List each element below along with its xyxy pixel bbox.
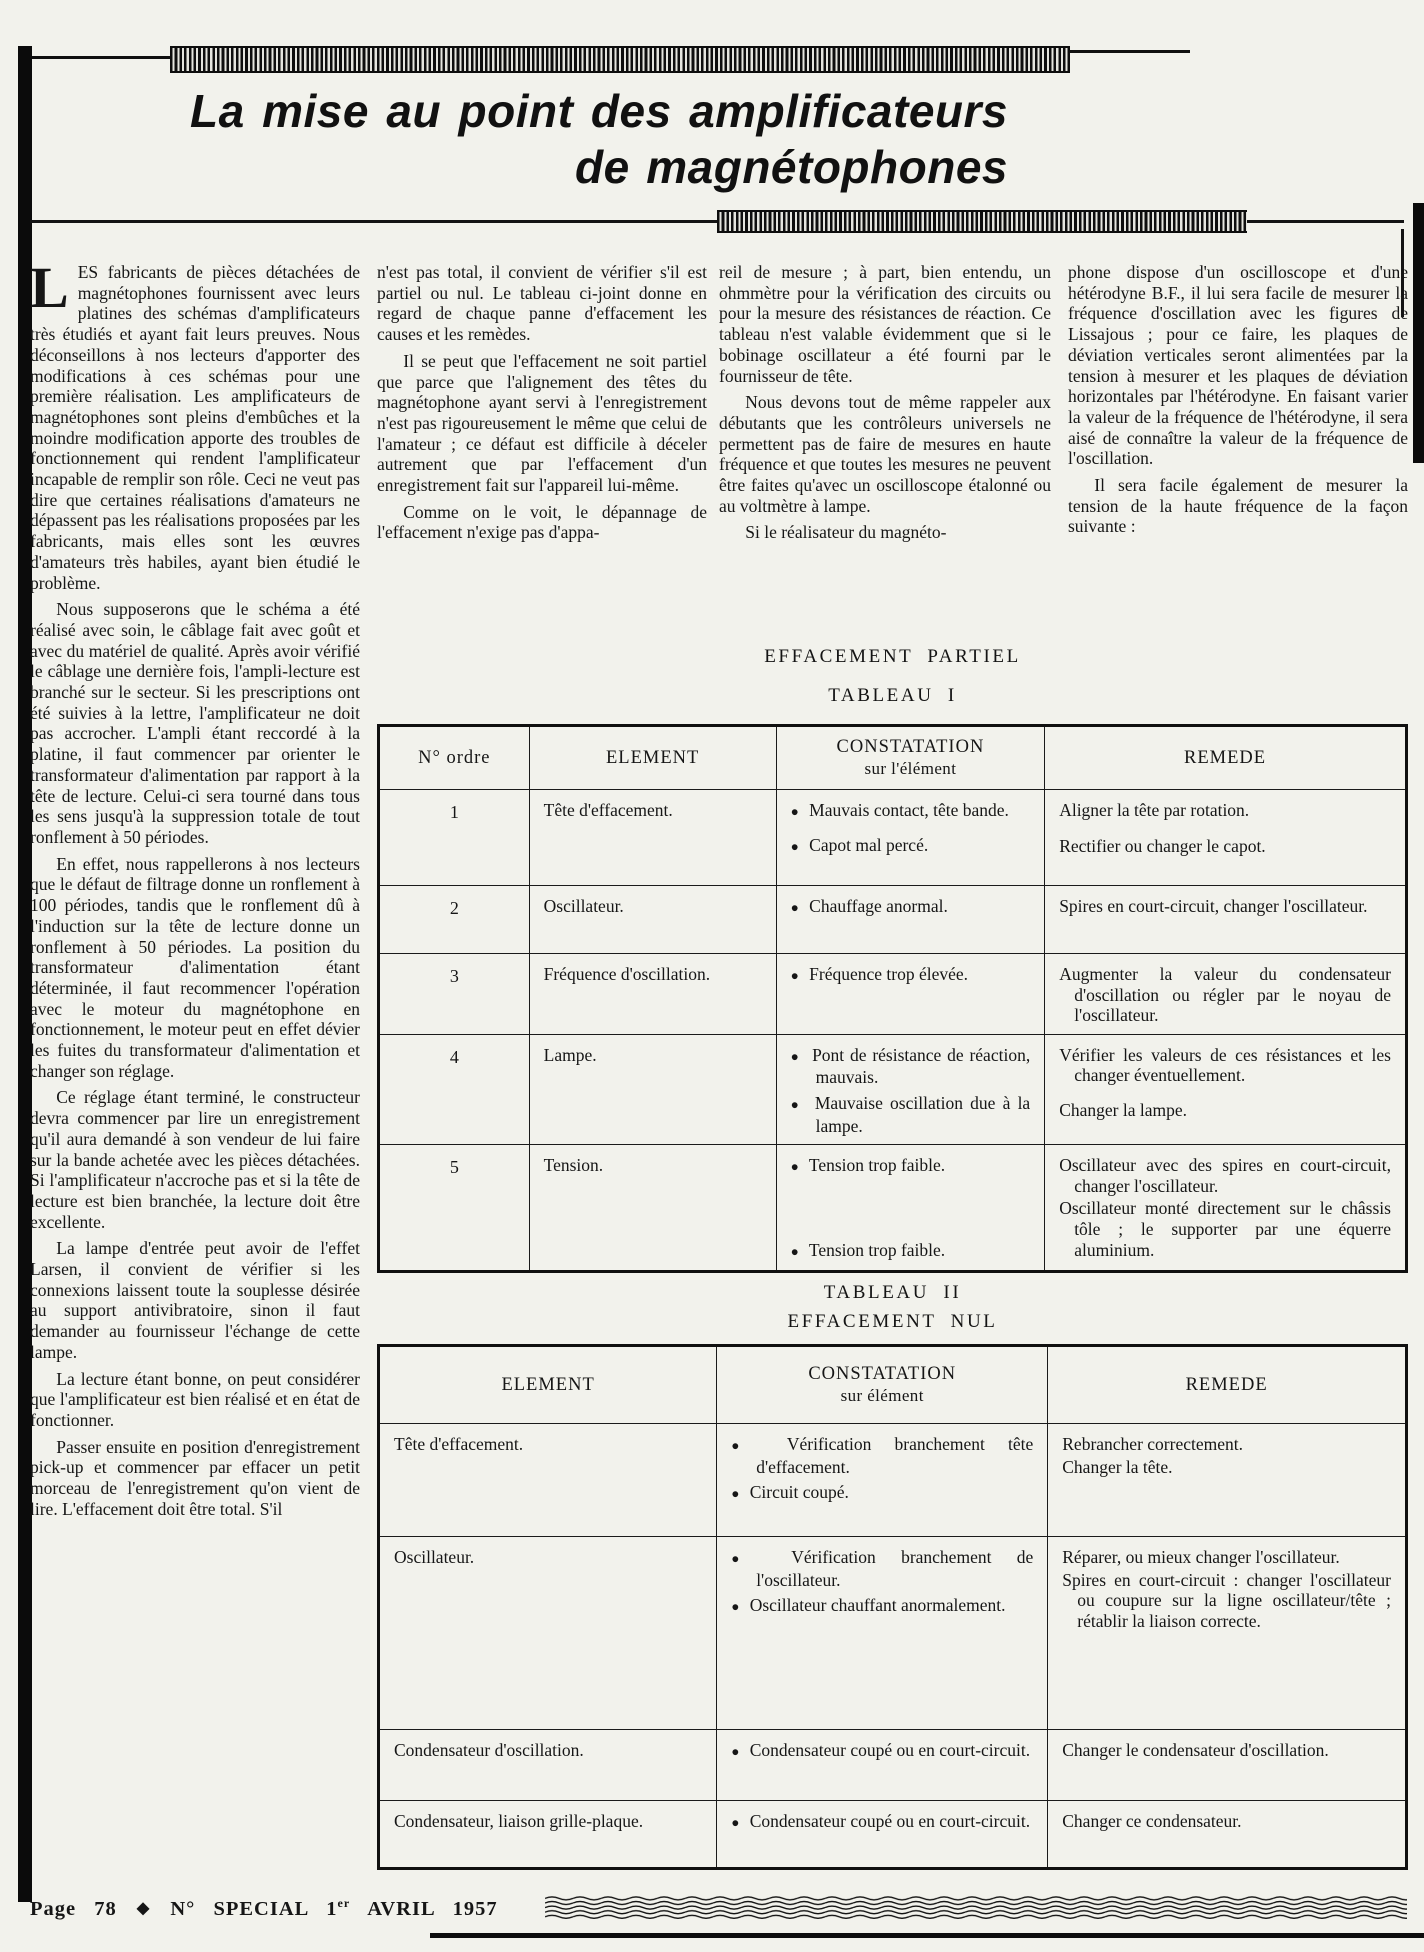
scan-edge-mark [1413,203,1424,463]
bottom-rule [430,1933,1424,1938]
constatation-item: ● Condensateur coupé ou en court-circuit. [731,1740,1031,1760]
remede-item: Spires en court-circuit, changer l'oscillateur. [1059,896,1368,916]
remede-item: Rebrancher correctement. [1062,1434,1243,1454]
cell-order-number: 1 [449,802,459,822]
remede-item: Changer ce condensateur. [1062,1811,1242,1831]
constatation-item: ● Circuit coupé. [731,1482,849,1503]
cell-remede [1047,1424,1405,1536]
table-effacement-partiel [377,724,1408,1273]
table-header-cell [380,1347,716,1423]
bullet-icon: ● [731,1815,740,1830]
bullet-icon: ● [731,1744,740,1759]
cell-remede [1044,1035,1405,1144]
cell-element: Oscillateur. [394,1547,475,1567]
table-header-cell [1044,727,1405,789]
bullet-icon: ● [731,1599,740,1615]
cell-element: Tête d'effacement. [529,790,776,885]
cell-order-number: 4 [449,1046,459,1067]
bullet-icon: ● [731,1486,740,1502]
bullet-icon: ● [790,900,799,915]
header-label: ELEMENT [501,1374,595,1395]
paragraph: Si le réalisateur du magnéto- [745,522,947,543]
page-number: Page 78 [30,1897,117,1920]
body-column-1 [30,255,360,1525]
hatched-banner-sub [717,210,1247,233]
constatation-item: ● Vérification branchement de l'oscillateur. [731,1547,1034,1590]
table-row [380,789,1405,885]
constatation-item: ● Mauvais contact, tête bande. [790,800,1009,820]
table-header-cell [716,1347,1047,1423]
table-header-cell [380,727,529,789]
remede-item: Rectifier ou changer le capot. [1059,835,1266,856]
paragraph: Passer ensuite en position d'enregistrement pick-up et commencer par effacer un petit morceau de l'enregistrement qu'on vient de lire. L'effacement doit être total. S'il [30,1436,360,1519]
cell-order-number: 5 [449,1157,459,1178]
table-row [380,1800,1405,1867]
constatation-item: ● Vérification branchement tête d'effacement. [731,1434,1034,1477]
bullet-icon: ● [790,838,799,854]
header-label: CONSTATATION [836,736,985,757]
header-sublabel: sur élément [840,1385,924,1405]
cell-element: Condensateur, liaison grille-plaque. [394,1811,644,1831]
paragraph: Il sera facile également de mesurer la tension de la haute fréquence de la façon suivante : [1068,475,1408,537]
cell-element: Tension. [529,1145,776,1270]
remede-item: Spires en court-circuit : changer l'oscillateur ou coupure sur la ligne oscillateur/tête ; rétablir la liaison correcte. [1062,1569,1391,1631]
article-title-line2: de magnétophones [575,141,1008,193]
cell-element: Lampe. [529,1035,776,1144]
bullet-icon: ● [731,1551,761,1566]
cell-constatation [716,1424,1047,1536]
table-row [380,1034,1405,1144]
table-header-row [380,727,1405,789]
section-heading-tableau-2: TABLEAU II [823,1282,962,1303]
table-row [380,1144,1405,1270]
section-heading-effacement-partiel: EFFACEMENT PARTIEL [764,646,1021,667]
cell-constatation [716,1730,1047,1800]
paragraph: reil de mesure ; à part, bien entendu, un ohmmètre pour la vérification des circuits ou pour la mesure des résistances de réaction. Ce tableau n'est valable évidemment que si le bobinage oscillateur a été fourni par le fournisseur de tête. [719,262,1051,386]
constatation-item: ● Mauvaise oscillation due à la lampe. [790,1092,1031,1136]
bullet-icon: ● [790,968,799,983]
wavy-divider [545,1896,1407,1920]
constatation-item: ● Tension trop faible. [790,1239,946,1260]
diamond-icon: ◆ [136,1899,151,1917]
remede-item: Aligner la tête par rotation. [1059,800,1250,820]
paragraph: La lampe d'entrée peut avoir de l'effet Larsen, il convient de vérifier si les connexions laissent toute la souplesse désirée au support antivibratoire, sinon il faut demander au fournisseur l'échange de cette lampe. [30,1238,360,1362]
cell-remede [1044,954,1405,1034]
header-sublabel: sur l'élément [864,758,957,778]
header-label: ELEMENT [605,747,700,768]
cell-remede [1047,1801,1405,1867]
constatation-item: ● Pont de résistance de réaction, mauvais. [790,1044,1031,1088]
cell-order-number: 3 [449,966,459,986]
table-effacement-nul [377,1344,1408,1870]
section-heading-effacement-nul: EFFACEMENT NUL [787,1311,998,1332]
cell-constatation [776,954,1045,1034]
table-header-row [380,1347,1405,1423]
header-label: N° ordre [418,747,491,768]
paragraph: phone dispose d'un oscilloscope et d'une hétérodyne B.F., il lui sera facile de mesurer la fréquence d'oscillation avec les figures de Lissajous ; pour ce faire, les plaques de déviation verticales seront alimentées par la tension à mesurer et les plaques de déviation horizontales par l'hétérodyne. En faisant varier la valeur de la fréquence de l'hétérodyne, il sera aisé de connaître la valeur de la fréquence de l'oscillation. [1068,262,1408,469]
paragraph: Nous supposerons que le schéma a été réalisé avec soin, le câblage fait avec goût et avec du matériel de qualité. Après avoir vérifié le câblage une dernière fois, l'ampli-lecture est branché sur le secteur. Si les prescriptions ont été suivies à la lettre, l'amplificateur ne doit pas accrocher. L'ampli étant reccordé à la platine, il faut commencer par orienter le transformateur d'alimentation par rapport à la tête de lecture. Celui-ci sera tourné dans tous les sens jusqu'à la suppression totale de tout ronflement à 50 périodes. [30,599,360,847]
constatation-item: ● Condensateur coupé ou en court-circuit. [731,1811,1031,1831]
table-row [380,1423,1405,1536]
body-column-2 [377,262,707,549]
constatation-item: ● Tension trop faible. [790,1155,946,1176]
paragraph: Nous devons tout de même rappeler aux débutants que les contrôleurs universels ne permettent pas de faire de mesures en haute fréquence et que toutes les mesures ne peuvent être faites qu'avec un oscilloscope étalonné ou au voltmètre à lampe. [719,392,1051,516]
bullet-icon: ● [790,804,799,819]
issue-superscript: er [337,1896,351,1910]
header-label: CONSTATATION [808,1363,957,1384]
top-right-rule [1070,50,1190,53]
table-header-cell [1047,1347,1405,1423]
paragraph: LES fabricants de pièces détachées de magnétophones fournissent avec leurs platines des schémas d'amplificateurs très étudiés et ayant fait leurs preuves. Nous déconseillons à nos lecteurs d'apporter des modifications à ces schémas pour une première réalisation. Les amplificateurs de magnétophones sont pleins d'embûches et la moindre modification apporte des troubles de fonctionnement qui rendent l'amplificateur incapable de remplir son rôle. Ceci ne veut pas dire que certaines réalisations d'amateurs ne dépassent pas les réalisations proposées par les fabricants, mais elles sont les œuvres d'amateurs très habiles, ayant bien étudié le problème. [30,255,360,593]
table-row [380,953,1405,1034]
table-row [380,1729,1405,1800]
page-footer [30,1896,498,1921]
remede-item: Changer le condensateur d'oscillation. [1062,1740,1329,1760]
hatched-banner-top [170,46,1070,73]
cell-element: Oscillateur. [529,886,776,953]
paragraph: n'est pas total, il convient de vérifier s'il est partiel ou nul. Le tableau ci-joint donne en regard de chaque panne d'effacement les causes et les remèdes. [377,262,707,345]
cell-element: Fréquence d'oscillation. [529,954,776,1034]
constatation-item: ● Chauffage anormal. [790,896,948,916]
remede-item: Oscillateur avec des spires en court-circuit, changer l'oscillateur. [1059,1155,1391,1196]
table-row [380,1536,1405,1729]
bullet-icon: ● [790,1243,799,1259]
remede-item: Oscillateur monté directement sur le châssis tôle ; le supporter par une équerre aluminium. [1059,1198,1391,1260]
cell-element: Tête d'effacement. [394,1434,524,1454]
table-header-cell [776,727,1045,789]
bullet-icon: ● [731,1438,759,1453]
paragraph: Ce réglage étant terminé, le constructeur devra commencer par lire un enregistrement qu'il aura demandé à son vendeur de lui faire sur la bande achetée avec les pièces détachées. Si l'amplificateur n'accroche pas et si la tête de lecture est bien branchée, la lecture doit être excellente. [30,1087,360,1232]
section-heading-tableau-1: TABLEAU I [828,685,957,706]
table-row [380,885,1405,953]
cell-remede [1047,1537,1405,1729]
remede-item: Augmenter la valeur du condensateur d'oscillation ou régler par le noyau de l'oscillateur. [1059,964,1391,1026]
paragraph: En effet, nous rappellerons à nos lecteurs que le défaut de filtrage donne un ronflement à 100 périodes, tandis que le ronflement dû à l'induction sur la tête de lecture donne un ronflement à 50 périodes. La position du transformateur d'alimentation étant déterminée, il faut recommencer l'opération avec le moteur du magnétophone en fonctionnement, le moteur peut en effet dévier les fuites du transformateur d'alimentation et changer son réglage. [30,853,360,1081]
remede-item: Changer la tête. [1062,1456,1173,1477]
paragraph: Comme on le voit, le dépannage de l'effacement n'exige pas d'appa- [377,501,707,543]
bullet-icon: ● [790,1159,799,1175]
cell-element: Condensateur d'oscillation. [394,1740,584,1760]
remede-item: Réparer, ou mieux changer l'oscillateur. [1062,1547,1340,1567]
header-label: REMEDE [1185,1374,1268,1395]
remede-item: Changer la lampe. [1059,1099,1187,1120]
remede-item: Vérifier les valeurs de ces résistances et les changer éventuellement. [1059,1044,1391,1086]
body-column-4 [1068,262,1408,543]
bullet-icon: ● [790,1096,802,1112]
constatation-item: ● Oscillateur chauffant anormalement. [731,1595,1006,1616]
cell-constatation [716,1801,1047,1867]
cell-constatation [776,790,1045,885]
cell-constatation [776,1145,1045,1270]
drop-cap: L [30,255,69,320]
paragraph: Il se peut que l'effacement ne soit partiel que parce que l'alignement des têtes du magnétophone ayant servi à l'enregistrement n'est pas rigoureusement le même que celui de l'amateur ; ce défaut est difficile à déceler autrement que par l'effacement d'un enregistrement fait sur l'appareil lui-même. [377,350,707,496]
top-corner-rule [32,56,180,59]
header-label: REMEDE [1184,747,1267,768]
cell-constatation [776,1035,1045,1144]
cell-constatation [716,1537,1047,1729]
cell-remede [1047,1730,1405,1800]
table-header-cell [529,727,776,789]
body-column-3 [719,262,1051,549]
cell-constatation [776,886,1045,953]
constatation-item: ● Capot mal percé. [790,834,929,855]
article-title-line1: La mise au point des amplificateurs [190,85,1008,137]
cell-remede [1044,886,1405,953]
paragraph: La lecture étant bonne, on peut considérer que l'amplificateur est bien réalisé et en état de fonctionner. [30,1368,360,1430]
bullet-icon: ● [790,1048,801,1064]
cell-remede [1044,1145,1405,1270]
cell-remede [1044,790,1405,885]
cell-order-number: 2 [449,898,459,918]
constatation-item: ● Fréquence trop élevée. [790,964,969,984]
issue-label: N° SPECIAL 1er AVRIL 1957 [170,1896,498,1920]
